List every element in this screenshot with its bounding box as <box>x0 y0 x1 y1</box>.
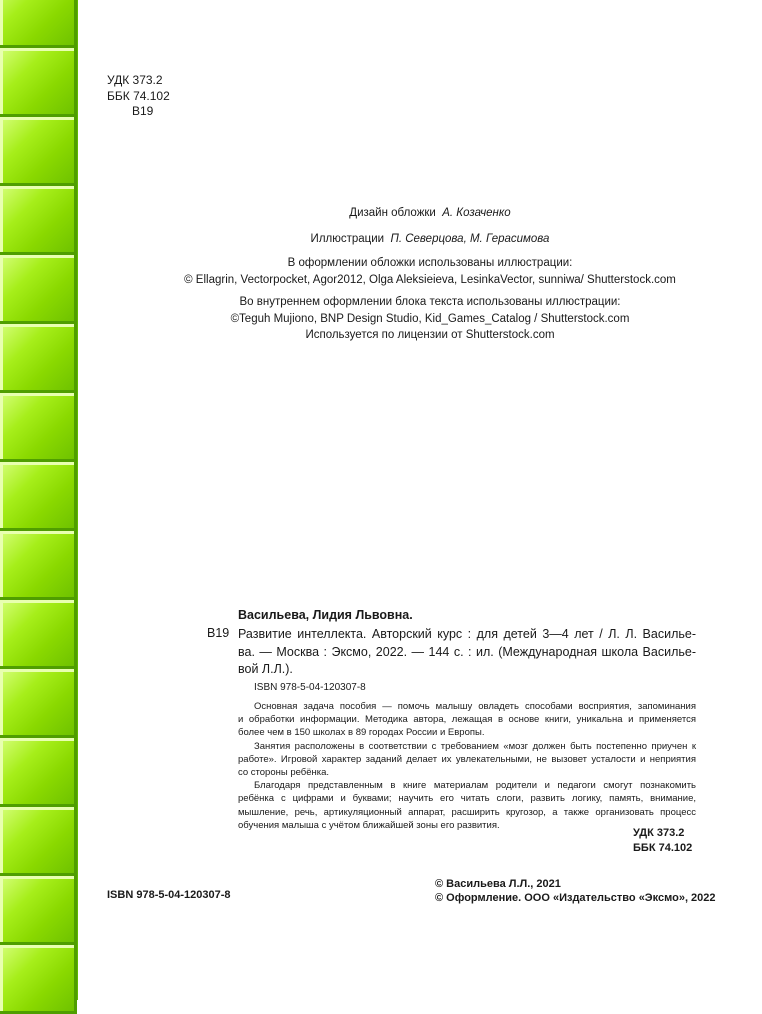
license-note: Используется по лицензии от Shutterstock.com <box>305 329 555 341</box>
illustrations-credit <box>110 231 750 248</box>
abstract-line: более чем в 150 школах в 89 городах России и Европы. <box>238 727 485 739</box>
abstract-line: Основная задача пособия — помочь малышу овладеть способами восприятия, запоминания <box>254 701 696 712</box>
bbk-code: ББК 74.102 <box>107 88 170 103</box>
isbn-footer: ISBN 978-5-04-120307-8 <box>107 889 231 901</box>
decorative-tile <box>0 945 77 1014</box>
abstract-line: ребёнка с цифрами и буквами; научить его читать слоги, развить логику, память, внимание, <box>238 793 696 805</box>
cover-design-name: А. Козаченко <box>442 207 511 219</box>
cover-illustrations-line: В оформлении обложки использованы иллюстрации: <box>287 257 573 269</box>
illustrations-label: Иллюстрации <box>310 233 385 245</box>
book-description <box>238 626 696 679</box>
description-line: вой Л.Л.). <box>238 662 293 676</box>
cover-design-credit <box>110 205 750 222</box>
decorative-tile <box>0 255 77 324</box>
cover-illustrations-sources: © Ellagrin, Vectorpocket, Agor2012, Olga Aleksieieva, LesinkaVector, sunniwa/ Shutterstock.com <box>184 274 676 286</box>
decorative-tile <box>0 0 77 48</box>
copyright-block <box>435 877 716 905</box>
description-line: Развитие интеллекта. Авторский курс : для детей 3—4 лет / Л. Л. Василье- <box>238 627 696 641</box>
cover-design-label: Дизайн обложки <box>349 207 436 219</box>
abstract-line: и обработки информации. Методика автора, лежащая в основе книги, уникальна и применяется <box>238 714 696 726</box>
udk-code: УДК 373.2 <box>107 73 163 87</box>
decorative-tile <box>0 807 77 876</box>
decorative-tile <box>0 48 77 117</box>
bbk-code-bottom: ББК 74.102 <box>633 842 693 854</box>
decorative-tile <box>0 600 77 669</box>
cover-illustrations-credit <box>110 255 750 289</box>
abstract-line: Благодаря представленным в книге материалам родители и педагоги смогут познакомить <box>254 780 696 792</box>
decorative-tile <box>0 186 77 255</box>
inner-illustrations-sources: ©Teguh Mujiono, BNP Design Studio, Kid_Games_Catalog / Shutterstock.com <box>230 313 630 325</box>
decorative-tile <box>0 393 77 462</box>
abstract-line: работе». Игровой характер заданий делает их увлекательными, не вызовет усталости и неприятия <box>238 753 696 765</box>
publisher-copyright: © Оформление. ООО «Издательство «Эксмо», 2022 <box>435 892 716 904</box>
decorative-tile <box>0 669 77 738</box>
author-heading: Васильева, Лидия Львовна. <box>238 608 413 622</box>
decorative-tile <box>0 531 77 600</box>
inner-illustrations-credit <box>110 294 750 328</box>
udk-code-bottom: УДК 373.2 <box>633 827 685 839</box>
bottom-classification <box>633 826 692 856</box>
abstract-line: Занятия расположены в соответствии с требованием «мозг должен быть постепенно приучен к <box>254 740 696 752</box>
isbn-catalog: ISBN 978-5-04-120307-8 <box>254 682 366 693</box>
author-code: В19 <box>132 104 154 118</box>
decorative-tile <box>0 324 77 393</box>
top-classification <box>107 73 170 120</box>
decorative-tile <box>0 738 77 807</box>
decorative-tile <box>0 876 77 945</box>
decorative-tile <box>0 462 77 531</box>
decorative-tile <box>0 117 77 186</box>
green-tile-border <box>0 0 78 1000</box>
illustrations-names: П. Северцова, М. Герасимова <box>390 233 550 245</box>
description-line: ва. — Москва : Эксмо, 2022. — 144 с. : ил. (Международная школа Василье- <box>238 644 696 659</box>
catalog-code: В19 <box>207 626 230 640</box>
abstract-line: мышление, речь, артикуляционный аппарат, расширить кругозор, а также организовать процесс <box>238 806 696 818</box>
author-copyright: © Васильева Л.Л., 2021 <box>435 878 561 890</box>
abstract <box>238 700 696 832</box>
inner-illustrations-line: Во внутреннем оформлении блока текста использованы иллюстрации: <box>239 296 621 308</box>
abstract-line: обучения малыша с учётом ближайшей зоны его развития. <box>238 819 500 831</box>
abstract-line: со стороны ребёнка. <box>238 767 330 779</box>
